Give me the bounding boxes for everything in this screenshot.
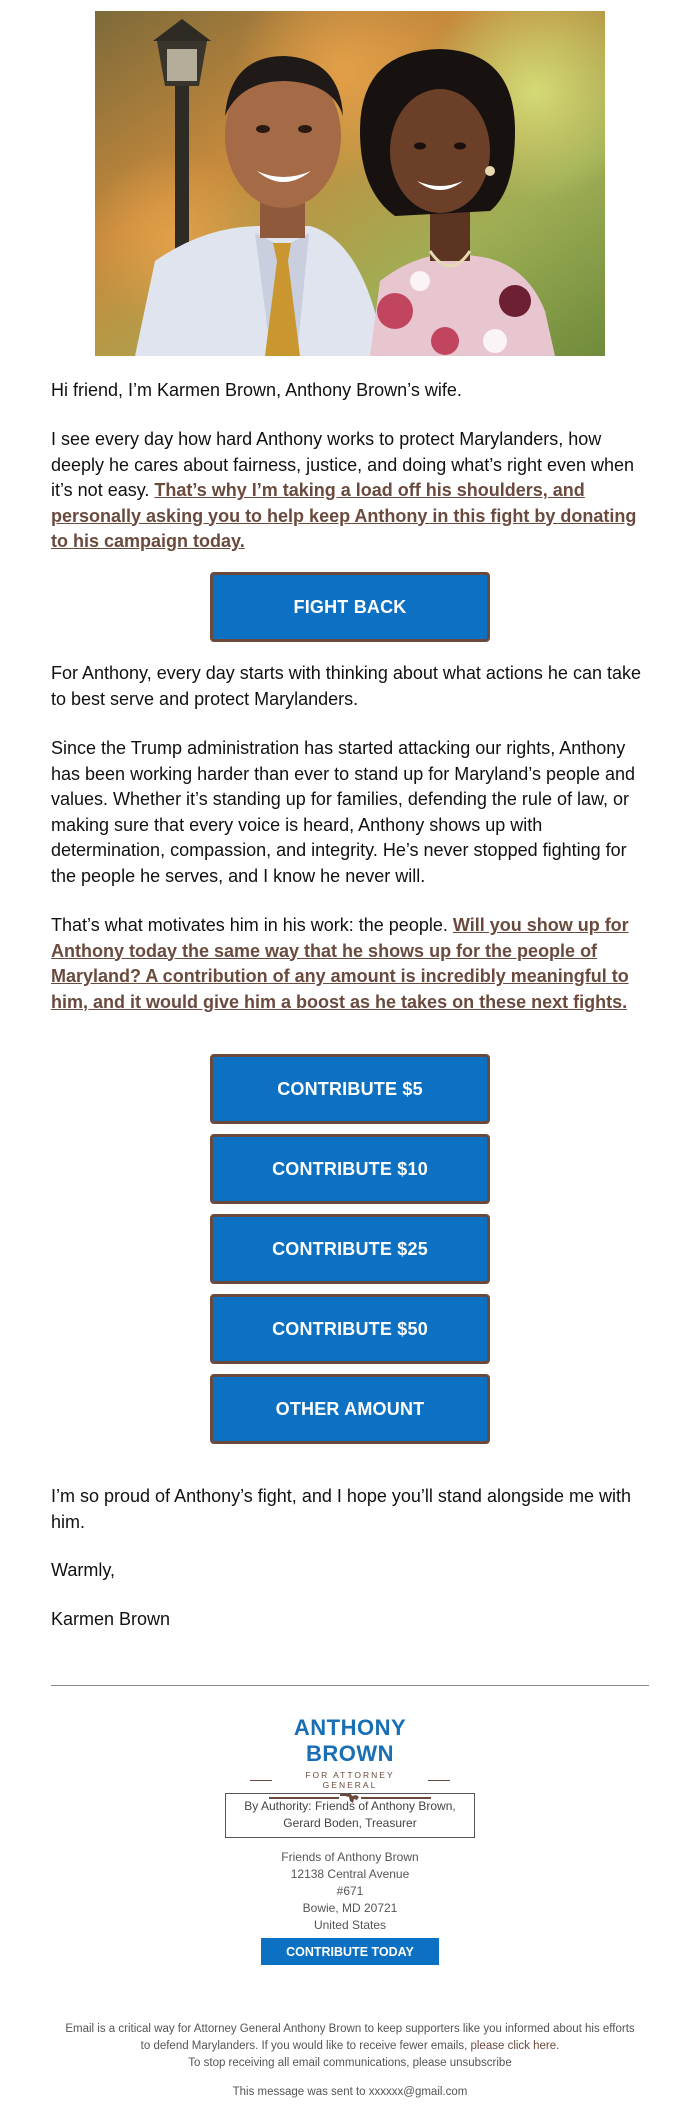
- closing-text: I’m so proud of Anthony’s fight, and I hope you’ll stand alongside me with him.: [51, 1486, 632, 1532]
- paragraph-appeal: [51, 427, 649, 555]
- donate-link-1[interactable]: That’s why I’m taking a load off his shoulders, and personally asking you to help keep Anthony in this fight by donating to his campaign today.: [51, 480, 637, 551]
- fight-back-button[interactable]: FIGHT BACK: [210, 572, 490, 642]
- footer-line1: Email is a critical way for Attorney General Anthony Brown to keep supporters like you informed about his efforts to defend Marylanders. If you would like to receive fewer emails,: [65, 2023, 635, 2052]
- logo-subtitle: FOR ATTORNEY GENERAL: [305, 1770, 395, 1790]
- footer-note: [60, 2021, 640, 2072]
- logo-subtitle-row: [250, 1770, 450, 1790]
- divider: [51, 1685, 649, 1686]
- contribute-5-button[interactable]: CONTRIBUTE $5: [210, 1054, 490, 1124]
- contribute-today-button[interactable]: CONTRIBUTE TODAY: [261, 1938, 439, 1965]
- campaign-logo: [250, 1715, 450, 1790]
- address-country: United States: [313, 1918, 387, 1932]
- paragraph-trump: Since the Trump administration has started attacking our rights, Anthony has been working harder than ever to stand up for Maryland’s people and values. Whether it’s standing up for families, defending the rule of law, or making sure that every voice is heard, Anthony shows up with determination, compassion, and integrity. He’s never stopped fighting for the people he serves, and I know he never will.: [51, 738, 636, 886]
- address-suite: #671: [336, 1884, 364, 1898]
- sent-prefix: This message was sent to: [232, 2086, 369, 2098]
- footer-line2: To stop receiving all email communications, please unsubscribe: [188, 2057, 512, 2069]
- fewer-emails-link[interactable]: please click here.: [470, 2040, 560, 2052]
- paragraph-motivation: [51, 913, 649, 1015]
- recipient-email: xxxxxx@gmail.com: [368, 2086, 468, 2098]
- logo-name: ANTHONY BROWN: [293, 1715, 407, 1766]
- signature: Karmen Brown: [51, 1609, 171, 1629]
- address-city: Bowie, MD 20721: [302, 1901, 398, 1915]
- paragraph-motivation-text: That’s what motivates him in his work: the people.: [51, 915, 453, 935]
- intro-text: Hi friend, I’m Karmen Brown, Anthony Brown’s wife.: [51, 380, 462, 400]
- contribute-10-button[interactable]: CONTRIBUTE $10: [210, 1134, 490, 1204]
- paragraph-appeal-text: I see every day how hard Anthony works to protect Marylanders, how deeply he cares about fairness, justice, and doing what’s right even when it’s not easy.: [51, 429, 635, 500]
- contribute-50-button[interactable]: CONTRIBUTE $50: [210, 1294, 490, 1364]
- contribute-25-button[interactable]: CONTRIBUTE $25: [210, 1214, 490, 1284]
- sent-to-line: [150, 2086, 550, 2098]
- mailing-address: [200, 1849, 500, 1934]
- donate-link-2[interactable]: Will you show up for Anthony today the same way that he shows up for the people of Maryland? A contribution of any amount is incredibly meaningful to him, and it would give him a boost as he takes on these next fights.: [51, 915, 629, 1012]
- address-street: 12138 Central Avenue: [290, 1867, 410, 1881]
- logo-rule-right: [428, 1780, 450, 1781]
- hero-photo-illustration: [95, 11, 605, 356]
- hero-photo: [95, 11, 605, 356]
- other-amount-button[interactable]: OTHER AMOUNT: [210, 1374, 490, 1444]
- logo-rule-left: [250, 1780, 272, 1781]
- signoff: Warmly,: [51, 1560, 115, 1580]
- address-org: Friends of Anthony Brown: [281, 1850, 419, 1864]
- authority-box: By Authority: Friends of Anthony Brown, Gerard Boden, Treasurer: [225, 1793, 475, 1838]
- paragraph-every-day: For Anthony, every day starts with thinking about what actions he can take to best serve and protect Marylanders.: [51, 663, 641, 709]
